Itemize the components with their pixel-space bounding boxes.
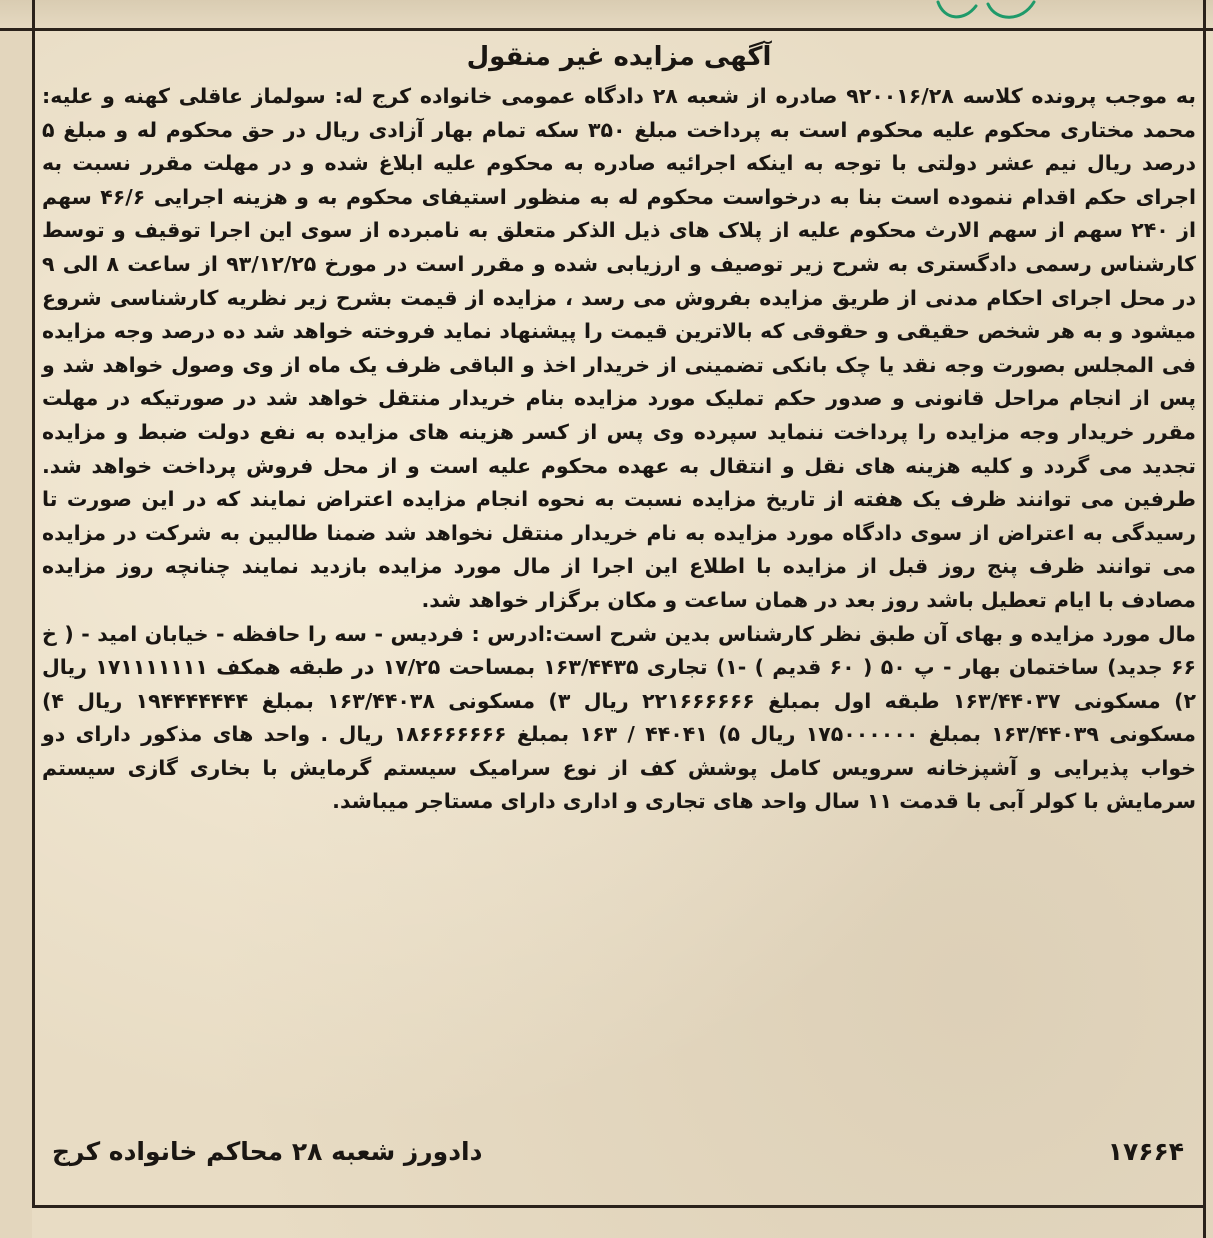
left-border-rule bbox=[32, 0, 35, 1205]
reference-number: ۱۷۶۶۴ bbox=[1107, 1137, 1184, 1166]
notice-title: آگهی مزایده غیر منقول bbox=[466, 42, 772, 72]
top-border-rule bbox=[0, 28, 1213, 31]
property-description-paragraph: مال مورد مزایده و بهای آن طبق نظر کارشناس بدین شرح است:ادرس : فردیس - سه را حافظه - خیابان امید - ( خ ۶۶ جدید) ساختمان بهار - پ ۵۰ ( ۶۰ قدیم ) -۱) تجاری ۱۶۳/۴۴۳۵ بمساحت ۱۷/۲۵ در طبقه همکف ۱۷۱۱۱۱۱۱۱ ریال ۲) مسکونی ۱۶۳/۴۴۰۳۷ طبقه اول بمبلغ ۲۲۱۶۶۶۶۶۶ ریال ۳) مسکونی ۱۶۳/۴۴۰۳۸ بمبلغ ۱۹۴۴۴۴۴۴۴ ریال ۴) مسکونی ۱۶۳/۴۴۰۳۹ بمبلغ ۱۷۵۰۰۰۰۰۰ ریال ۵) ۴۴۰۴۱ / ۱۶۳ بمبلغ ۱۸۶۶۶۶۶۶۶ ریال . واحد های مذکور دارای دو خواب پذیرایی و آشپزخانه سرویس کامل پوشش کف از نوع سرامیک سیستم گرمایش با بخاری گازی سیستم سرمایش با کولر آبی با قدمت ۱۱ سال واحد های تجاری و اداری دارای مستاجر میباشد. bbox=[42, 621, 1197, 814]
bottom-border-rule bbox=[32, 1205, 1206, 1208]
auction-terms-paragraph: به موجب پرونده کلاسه ۹۲۰۰۱۶/۲۸ صادره از شعبه ۲۸ دادگاه عمومی خانواده کرج له: سولماز عاقلی کهنه و علیه: محمد مختاری محکوم علیه محکوم است به پرداخت مبلغ ۳۵۰ سکه تمام بهار آزادی ریال در حق محکوم له و مبلغ ۵ درصد ریال نیم عشر دولتی با توجه به اینکه اجرائیه صادره به محکوم علیه ابلاغ شده و در مهلت مقرر نسبت به اجرای حکم اقدام ننموده است بنا به درخواست محکوم له به منظور استیفای محکوم به و هزینه اجرایی ۴۶/۶ سهم از ۲۴۰ سهم از سهم الارث محکوم علیه از پلاک های ذیل الذکر متعلق به نامبرده از سوی این اجرا توقیف و توسط کارشناس رسمی دادگستری به شرح زیر توصیف و ارزیابی شده و مقرر است در مورخ ۹۳/۱۲/۲۵ از ساعت ۸ الی ۹ در محل اجرای احکام مدنی از طریق مزایده بفروش می رسد ، مزایده از قیمت بشرح زیر نظریه کارشناسی شروع میشود و به هر شخص حقیقی و حقوقی که بالاترین قیمت را پیشنهاد نماید فروخته خواهد شد ده درصد وجه مزایده فی المجلس بصورت وجه نقد یا چک بانکی تضمینی از خریدار اخذ و الباقی ظرف یک ماه از وی وصول خواهد شد و پس از انجام مراحل قانونی و صدور حکم تملیک مورد مزایده بنام خریدار منتقل خواهد شد در صورتیکه در مهلت مقرر خریدار وجه مزایده را پرداخت ننماید سپرده وی پس از کسر هزینه های مزایده به نفع دولت ضبط و مزایده تجدید می گردد و کلیه هزینه های نقل و انتقال به عهده محکوم علیه است و از محل فروش پرداخت خواهد شد. طرفین می توانند ظرف یک هفته از تاریخ مزایده نسبت به نحوه انجام مزایده اعتراض نمایند که در این صورت تا رسیدگی به اعتراض از سوی دادگاه مورد مزایده به نام خریدار منتقل نخواهد شد ضمنا طالبین به شرکت در مزایده می توانند ظرف پنج روز قبل از مزایده با اطلاع این اجرا از مال مورد مزایده بازدید نمایند چنانچه روز مزایده مصادف با ایام تعطیل باشد روز بعد در همان ساعت و مکان برگزار خواهد شد. bbox=[42, 84, 1197, 612]
handwritten-pen-mark bbox=[930, 0, 1050, 30]
notice-body bbox=[42, 80, 1196, 819]
right-border-rule bbox=[1203, 0, 1206, 1238]
signature-line: دادورز شعبه ۲۸ محاکم خانواده کرج bbox=[52, 1137, 483, 1166]
notice-footer bbox=[42, 1130, 1196, 1174]
adjacent-column-margin bbox=[0, 31, 32, 1238]
auction-notice bbox=[42, 36, 1196, 819]
